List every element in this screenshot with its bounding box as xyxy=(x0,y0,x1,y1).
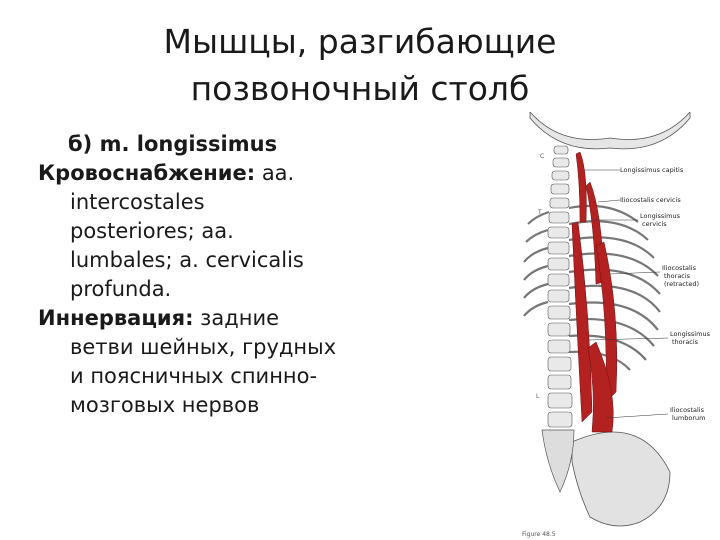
slide-body xyxy=(38,130,398,420)
figure-caption: Figure 48.5 xyxy=(522,531,556,538)
label-longissimus-cervicis-2: cervicis xyxy=(642,220,667,228)
blood-supply-label: Кровоснабжение: xyxy=(38,161,256,185)
anatomy-figure xyxy=(520,112,720,540)
vertebral-column xyxy=(548,146,572,427)
label-iliocostalis-thoracis-3: (retracted) xyxy=(664,280,700,288)
muscle-subtitle-text: б) m. longissimus xyxy=(68,132,278,156)
vertebra-marker-t: T xyxy=(538,209,542,216)
title-line-1: Мышцы, разгибающие xyxy=(163,22,557,61)
vertebra-marker-c: C xyxy=(540,153,545,160)
blood-supply-line-1: аа. xyxy=(255,161,295,185)
blood-supply-paragraph xyxy=(38,159,398,304)
label-iliocostalis-lumborum-1: Iliocostalis xyxy=(670,406,704,414)
erector-spinae-muscles xyxy=(572,152,617,432)
label-iliocostalis-thoracis-2: thoracis xyxy=(664,272,691,280)
innervation-line-1: задние xyxy=(193,306,280,330)
innervation-line-4: мозговых нервов xyxy=(70,393,260,417)
label-longissimus-thoracis-2: thoracis xyxy=(672,338,699,346)
blood-supply-line-2: intercostales xyxy=(70,190,205,214)
title-line-2: позвоночный столб xyxy=(190,69,530,108)
innervation-paragraph xyxy=(38,304,398,420)
label-longissimus-thoracis-1: Longissimus xyxy=(670,330,710,338)
longissimus-thoracis-muscle xyxy=(572,222,592,422)
muscle-subtitle xyxy=(38,130,398,159)
blood-supply-line-4: lumbales; a. cervicalis xyxy=(70,248,304,272)
rib-cage-left xyxy=(524,212,549,316)
innervation-line-2: ветви шейных, грудных xyxy=(70,335,337,359)
pelvis xyxy=(572,432,670,526)
label-iliocostalis-cervicis: Iliocostalis cervicis xyxy=(620,196,681,204)
sacrum xyxy=(542,430,574,492)
vertebra-marker-l: L xyxy=(536,393,540,400)
blood-supply-line-5: profunda. xyxy=(70,277,172,301)
label-longissimus-cervicis-1: Longissimus xyxy=(640,212,680,220)
label-longissimus-capitis: Longissimus capitis xyxy=(620,166,684,174)
skull-base xyxy=(530,112,690,149)
innervation-label: Иннервация: xyxy=(38,306,194,330)
innervation-line-3: и поясничных спинно- xyxy=(70,364,318,388)
longissimus-capitis-muscle xyxy=(576,152,586,222)
label-iliocostalis-lumborum-2: lumborum xyxy=(672,414,706,422)
slide-title xyxy=(120,18,600,112)
blood-supply-line-3: posteriores; аа. xyxy=(70,219,234,243)
back-muscles-illustration xyxy=(520,112,720,540)
label-iliocostalis-thoracis-1: Iliocostalis xyxy=(662,264,696,272)
